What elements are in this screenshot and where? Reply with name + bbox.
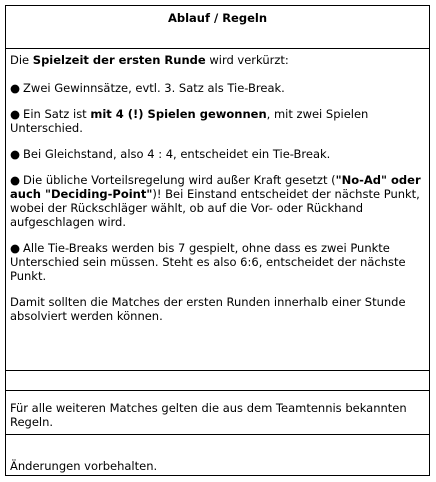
- rule-item-games: [10, 107, 425, 135]
- rule-text: Zwei Gewinnsätze, evtl. 3. Satz als Tie-Break.: [23, 81, 285, 95]
- bullet-icon: ●: [10, 173, 21, 187]
- disclaimer-row: [6, 434, 429, 475]
- header-row: [6, 6, 429, 46]
- intro-paragraph: [10, 53, 425, 67]
- further-rules-text: Für alle weiteren Matches gelten die aus dem Teamtennis bekannten Regeln.: [10, 401, 407, 429]
- bullet-icon: ●: [10, 147, 21, 161]
- intro-text: Die: [10, 53, 33, 67]
- bullet-icon: ●: [10, 241, 21, 255]
- intro-text-end: wird verkürzt:: [205, 53, 289, 67]
- rules-table: [5, 5, 430, 476]
- page-title: Ablauf / Regeln: [167, 11, 268, 25]
- rules-content: [6, 48, 429, 370]
- rule-text-end: , mit zwei Spielen Unterschied.: [10, 107, 369, 135]
- closing-paragraph: Damit sollten die Matches der ersten Runden innerhalb einer Stunde absolviert werden können.: [10, 295, 406, 323]
- bullet-icon: ●: [10, 81, 21, 95]
- rule-item-no-ad: [10, 173, 425, 229]
- spacer-row: [6, 370, 429, 390]
- intro-bold: Spielzeit der ersten Runde: [32, 53, 206, 67]
- rule-item-tiebreak-7: [10, 241, 425, 283]
- rule-bold: mit 4 (!) Spielen gewonnen: [90, 107, 267, 121]
- rule-text: Die übliche Vorteilsregelung wird außer Kraft gesetzt (: [23, 173, 336, 187]
- disclaimer-text: Änderungen vorbehalten.: [10, 459, 158, 473]
- rule-text: Ein Satz ist: [23, 107, 91, 121]
- rule-text: Bei Gleichstand, also 4 : 4, entscheidet ein Tie-Break.: [23, 147, 331, 161]
- rule-text: Alle Tie-Breaks werden bis 7 gespielt, ohne dass es zwei Punkte Unterschied sein müssen. Steht es also 6:6, entscheidet der nächste Punkt.: [10, 241, 406, 283]
- rule-bold: "No-Ad" oder auch "Deciding-Point": [10, 173, 421, 201]
- rule-item-sets: [10, 81, 425, 95]
- rule-item-tiebreak: [10, 147, 425, 161]
- rule-text-end: )! Bei Einstand entscheidet der nächste Punkt, wobei der Rückschläger wählt, ob auf die Vor- oder Rückhand aufgeschlagen wird.: [10, 187, 420, 229]
- further-rules-row: [6, 390, 429, 434]
- bullet-icon: ●: [10, 107, 21, 121]
